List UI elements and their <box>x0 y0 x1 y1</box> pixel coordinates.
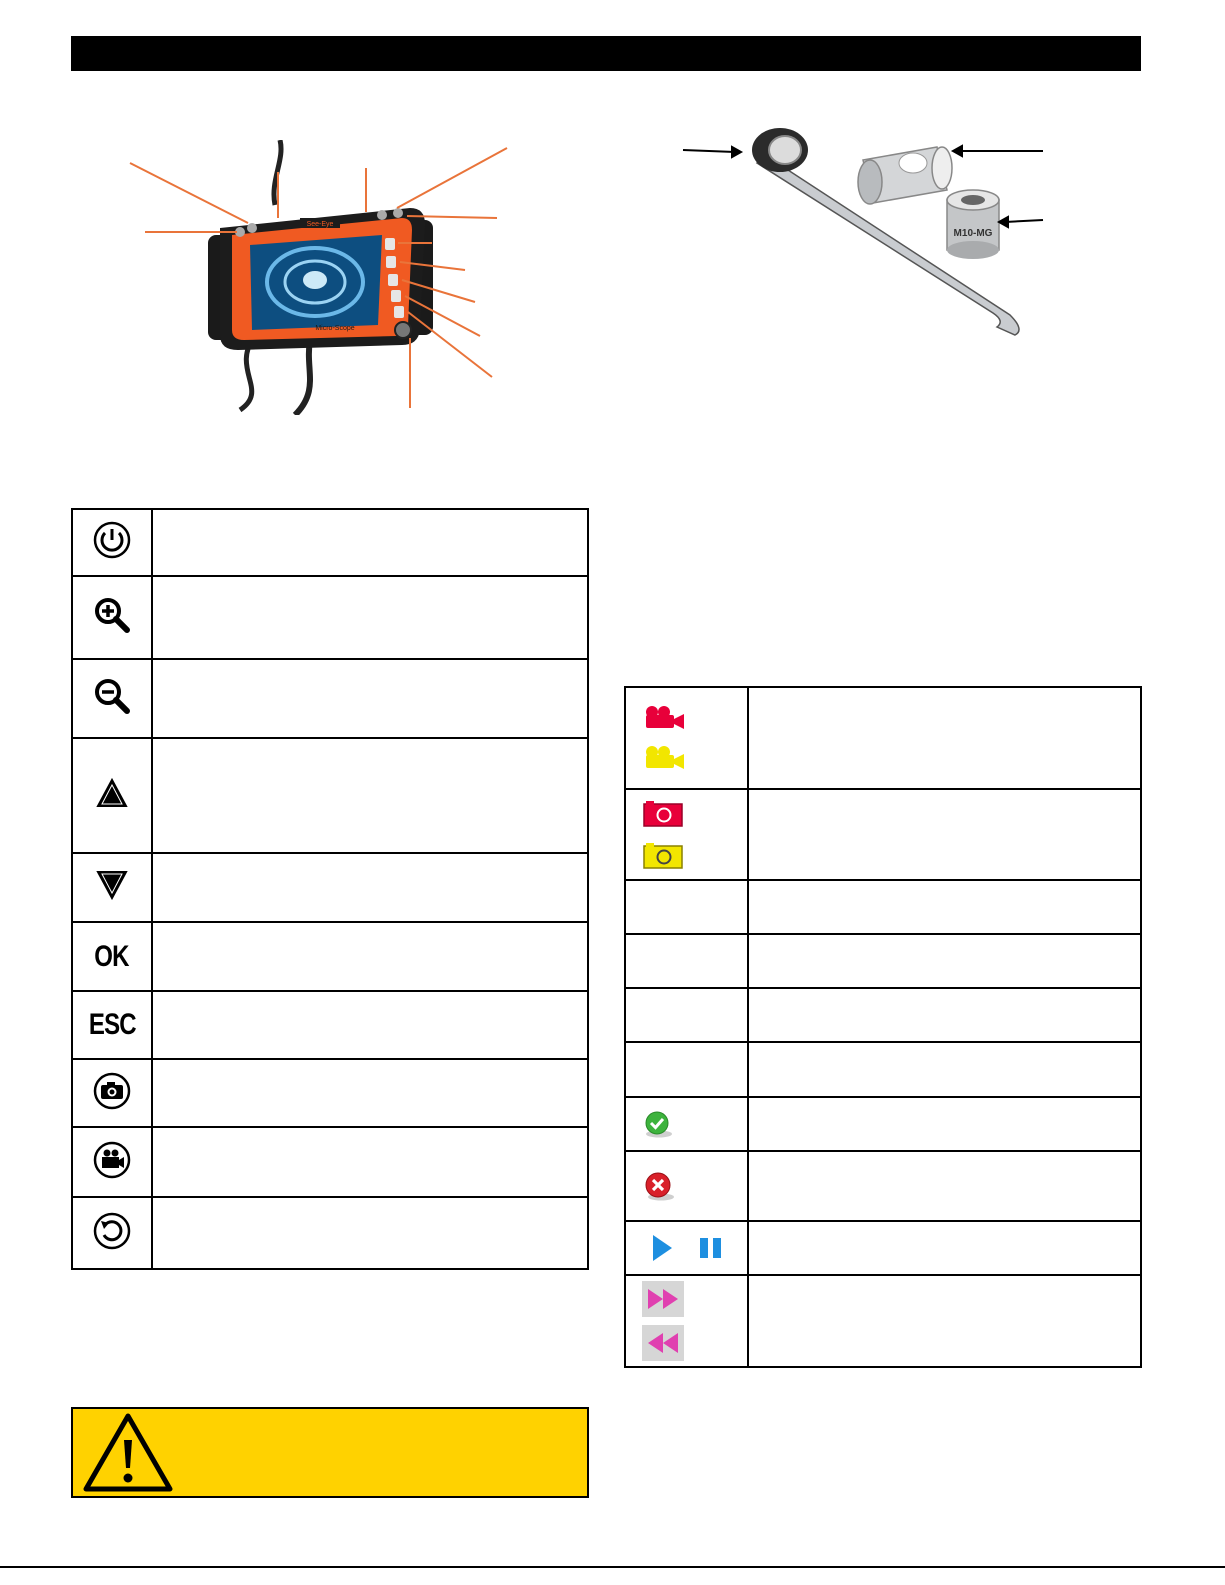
icon-description <box>748 1097 1141 1151</box>
button-description <box>152 991 588 1059</box>
button-description <box>152 738 588 853</box>
power-icon <box>92 520 132 560</box>
device-button-2 <box>386 256 396 268</box>
table-row <box>72 1127 588 1197</box>
table-row <box>72 659 588 738</box>
device-button-3 <box>388 274 398 286</box>
warning-triangle-icon <box>82 1412 174 1492</box>
adapter-label: M10-MG <box>953 228 993 239</box>
adapter-window <box>899 153 927 173</box>
table-row <box>625 687 1141 789</box>
pause-icon <box>698 1236 724 1260</box>
ok-text-icon: OK <box>94 939 130 973</box>
corner-button-1 <box>247 223 257 233</box>
button-description <box>152 1127 588 1197</box>
up-arrow-icon <box>95 777 129 809</box>
check-icon <box>642 1109 674 1139</box>
button-description <box>152 853 588 922</box>
photo-yellow-icon <box>642 842 684 870</box>
icon-table <box>624 686 1142 1368</box>
table-row <box>72 922 588 991</box>
device-button-4 <box>391 290 401 302</box>
brand-label: See-Eye <box>306 221 334 228</box>
zoom-in-icon <box>92 595 132 635</box>
adapter-end <box>858 160 882 204</box>
table-row <box>625 880 1141 934</box>
table-row <box>625 1097 1141 1151</box>
table-row <box>625 1275 1141 1367</box>
table-row <box>625 1221 1141 1275</box>
device-button-1 <box>385 238 395 250</box>
mirror-ring-inner <box>769 136 801 164</box>
screen-center <box>303 271 327 289</box>
button-description <box>152 659 588 738</box>
down-arrow-icon <box>95 869 129 901</box>
icon-description <box>748 880 1141 934</box>
power-knob <box>395 322 411 338</box>
caution-box <box>71 1407 589 1498</box>
table-row <box>72 576 588 659</box>
video-record-yellow-icon <box>642 745 686 771</box>
model-label: Micro-Scope <box>315 325 355 332</box>
zoom-out-icon <box>92 676 132 716</box>
icon-description <box>748 789 1141 880</box>
table-row <box>72 738 588 853</box>
icon-description <box>748 934 1141 988</box>
table-row <box>72 853 588 922</box>
video-camera-icon <box>92 1140 132 1180</box>
fast-forward-icon <box>642 1281 684 1317</box>
table-row <box>72 991 588 1059</box>
table-row <box>625 1151 1141 1221</box>
stand-cable <box>295 340 310 415</box>
video-record-red-icon <box>642 705 686 731</box>
rotate-icon <box>92 1211 132 1251</box>
table-row <box>625 934 1141 988</box>
cancel-icon <box>642 1170 676 1202</box>
icon-description <box>748 1042 1141 1097</box>
table-row <box>72 1059 588 1127</box>
device-button-5 <box>394 306 404 318</box>
button-description <box>152 1059 588 1127</box>
table-row <box>625 789 1141 880</box>
icon-description <box>748 1275 1141 1367</box>
corner-button-3 <box>377 210 387 220</box>
adapter-opening <box>932 147 952 189</box>
camera-icon <box>92 1071 132 1111</box>
esc-text-icon: ESC <box>88 1008 136 1041</box>
button-description <box>152 576 588 659</box>
play-icon <box>650 1233 674 1263</box>
button-table <box>71 508 589 1270</box>
icon-description <box>748 1151 1141 1221</box>
header-bar <box>71 36 1141 71</box>
icon-description <box>748 1221 1141 1275</box>
button-description <box>152 1197 588 1269</box>
button-description <box>152 509 588 576</box>
rewind-icon <box>642 1325 684 1361</box>
magnet-adapter-hole <box>961 195 985 205</box>
button-description <box>152 922 588 991</box>
icon-description <box>748 988 1141 1042</box>
table-row <box>625 1042 1141 1097</box>
accessory-photo <box>675 115 1050 345</box>
photo-red-icon <box>642 800 684 828</box>
table-row <box>72 509 588 576</box>
magnet-adapter-bottom <box>947 241 999 259</box>
icon-description <box>748 687 1141 789</box>
device-photo <box>120 140 520 415</box>
table-row <box>72 1197 588 1269</box>
corner-button-4 <box>393 208 403 218</box>
table-row <box>625 988 1141 1042</box>
footer-line <box>0 1566 1225 1568</box>
